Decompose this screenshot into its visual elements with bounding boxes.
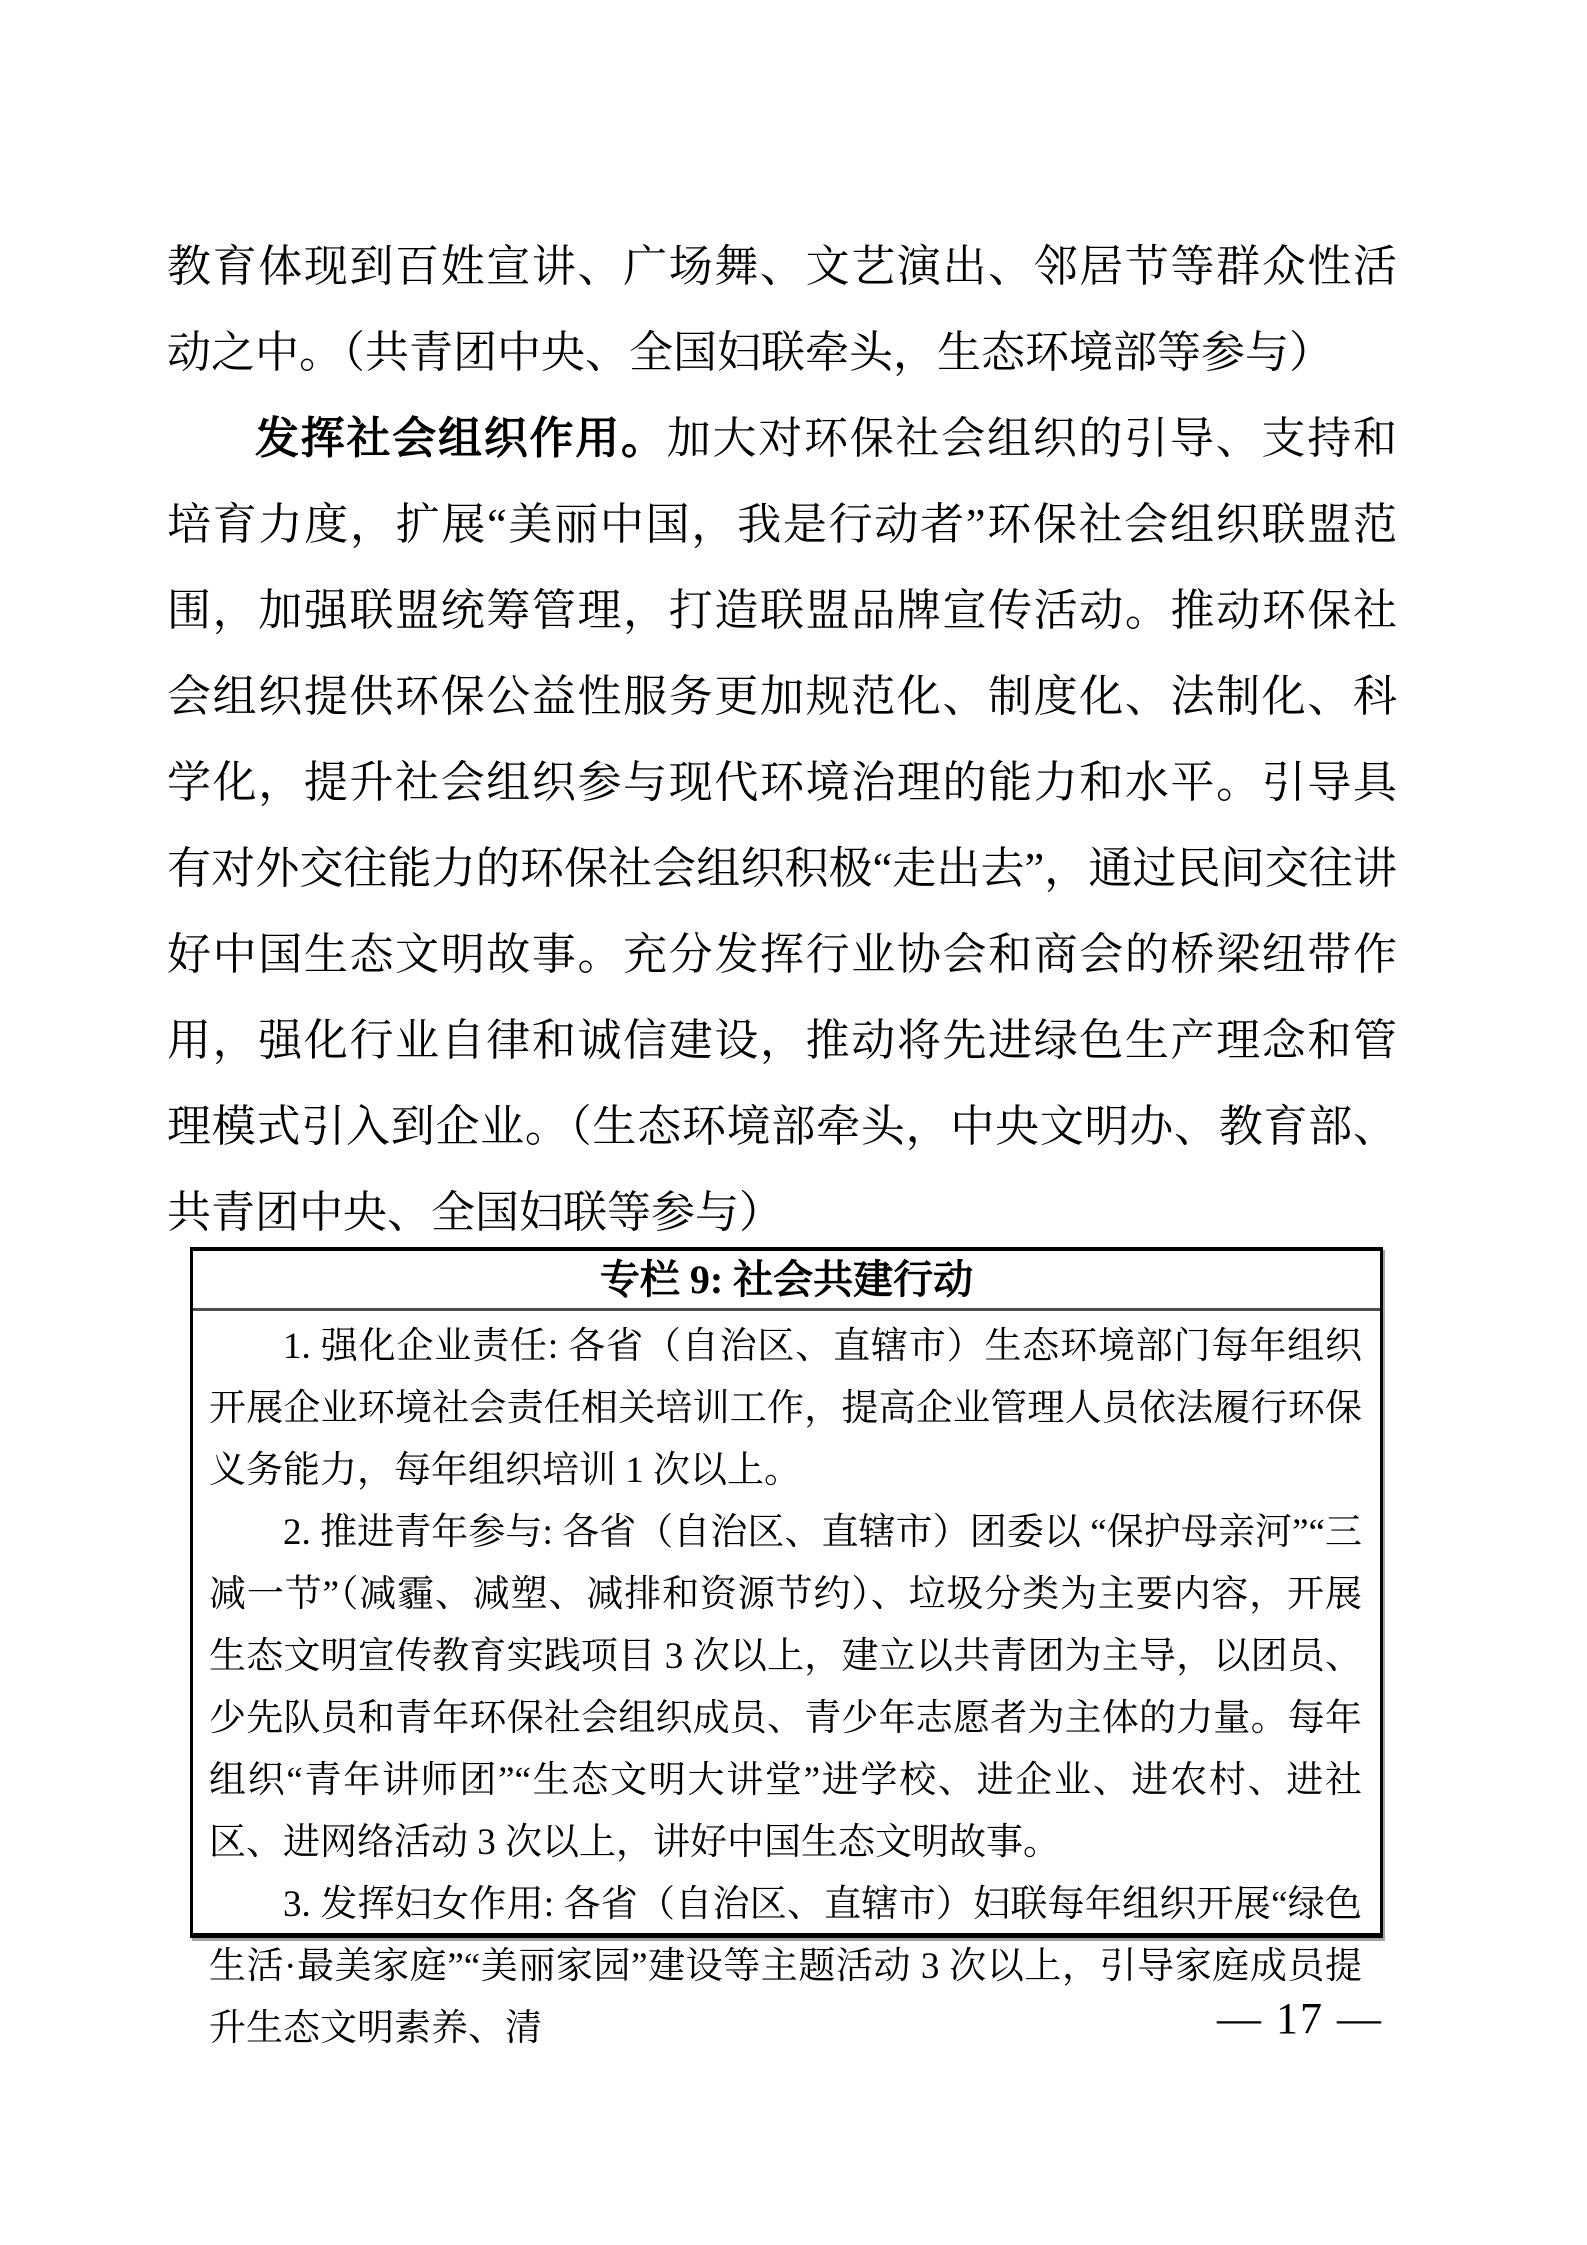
paragraph [167, 396, 1397, 1256]
box-item-2: 2. 推进青年参与: 各省（自治区、直辖市）团委以 “保护母亲河”“三减一节”（减霾、减塑、减排和资源节约）、垃圾分类为主要内容，开展生态文明宣传教育实践项目 3 次以上，建立以共青团为主导，以团员、少先队员和青年环保社会组织成员、青少年志愿者为主体的力量。每年组织“青年讲师团”“生态文明大讲堂”进学校、进企业、进农村、进社区、进网络活动 3 次以上，讲好中国生态文明故事。 [209, 1512, 1362, 1863]
paragraph-continuation [167, 224, 1397, 396]
column-box-title: 专栏 9: 社会共建行动 [193, 1251, 1380, 1311]
box-item-1: 1. 强化企业责任: 各省（自治区、直辖市）生态环境部门每年组织开展企业环境社会责任相关培训工作，提高企业管理人员依法履行环保义务能力，每年组织培训 1 次以上。 [209, 1326, 1362, 1491]
paragraph-text: 加大对环保社会组织的引导、支持和培育力度，扩展“美丽中国，我是行动者”环保社会组织联盟范围，加强联盟统筹管理，打造联盟品牌宣传活动。推动环保社会组织提供环保公益性服务更加规范化、制度化、法制化、科学化，提升社会组织参与现代环境治理的能力和水平。引导具有对外交往能力的环保社会组织积极“走出去”，通过民间交往讲好中国生态文明故事。充分发挥行业协会和商会的桥梁纽带作用，强化行业自律和诚信建设，推动将先进绿色生产理念和管理模式引入到企业。（生态环境部牵头，中央文明办、教育部、共青团中央、全国妇联等参与） [167, 414, 1397, 1237]
column-box-body [193, 1311, 1380, 2060]
paragraph-text: 教育体现到百姓宣讲、广场舞、文艺演出、邻居节等群众性活动之中。（共青团中央、全国妇联牵头，生态环境部等参与） [167, 242, 1397, 377]
paragraph-bold-lead: 发挥社会组织作用。 [255, 414, 667, 463]
body-text [167, 224, 1397, 1256]
page-number: — 17 — [1217, 1994, 1383, 2043]
box-item-3: 3. 发挥妇女作用: 各省（自治区、直辖市）妇联每年组织开展“绿色生活·最美家庭”“美丽家园”建设等主题活动 3 次以上，引导家庭成员提升生态文明素养、清 [209, 1884, 1362, 2049]
